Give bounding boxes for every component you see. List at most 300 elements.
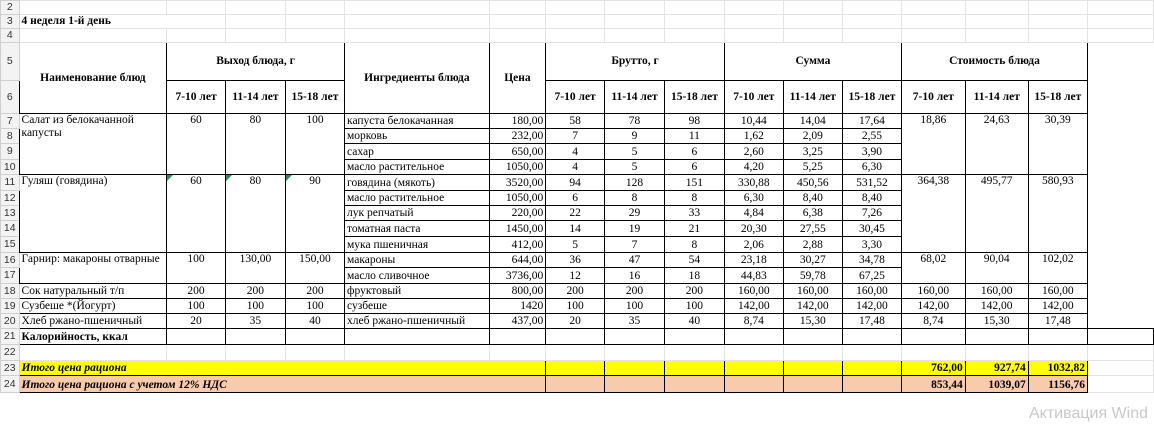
sum-value[interactable]: 6,38	[783, 206, 842, 221]
empty-cell[interactable]	[225, 15, 285, 29]
ingredient-price[interactable]: 412,00	[489, 237, 546, 253]
empty-cell[interactable]	[783, 15, 842, 29]
dish-cost[interactable]: 495,77	[965, 175, 1028, 253]
header-age[interactable]: 11-14 лет	[965, 81, 1028, 114]
dish-output[interactable]: 40	[285, 314, 344, 329]
row-number[interactable]: 21	[1, 329, 20, 345]
sum-value[interactable]: 3,25	[783, 144, 842, 160]
empty-cell[interactable]	[605, 329, 665, 345]
sum-value[interactable]: 2,06	[724, 237, 783, 253]
brutto-value[interactable]: 19	[605, 221, 665, 237]
row-number[interactable]: 17	[1, 268, 20, 284]
sum-value[interactable]: 2,55	[842, 129, 901, 144]
dish-cost[interactable]: 142,00	[965, 299, 1028, 314]
ingredient-price[interactable]: 180,00	[489, 114, 546, 129]
sum-value[interactable]: 142,00	[724, 299, 783, 314]
ingredient-price[interactable]: 437,00	[489, 314, 546, 329]
header-price[interactable]: Цена	[489, 43, 546, 114]
brutto-value[interactable]: 21	[664, 221, 724, 237]
empty-cell[interactable]	[1028, 29, 1087, 43]
empty-cell[interactable]	[285, 329, 344, 345]
empty-cell[interactable]	[1087, 1, 1153, 15]
header-age[interactable]: 15-18 лет	[1028, 81, 1087, 114]
ingredient-price[interactable]: 232,00	[489, 129, 546, 144]
sum-value[interactable]: 4,84	[724, 206, 783, 221]
empty-cell[interactable]	[842, 376, 901, 393]
empty-cell[interactable]	[664, 15, 724, 29]
sum-value[interactable]: 8,40	[842, 191, 901, 206]
empty-cell[interactable]	[902, 1, 966, 15]
ingredient-name[interactable]: сузбеше	[345, 299, 490, 314]
brutto-value[interactable]: 16	[605, 268, 665, 284]
dish-name[interactable]: Хлеб ржано-пшеничный	[19, 314, 167, 329]
dish-output[interactable]: 80	[225, 175, 285, 253]
dish-cost[interactable]: 17,48	[1028, 314, 1087, 329]
dish-output[interactable]: 100	[167, 299, 226, 314]
empty-cell[interactable]	[167, 29, 226, 43]
empty-cell[interactable]	[902, 345, 966, 361]
row-number[interactable]: 13	[1, 206, 20, 221]
empty-cell[interactable]	[285, 345, 344, 361]
empty-cell[interactable]	[167, 329, 226, 345]
empty-cell[interactable]	[1087, 29, 1153, 43]
dish-name[interactable]: Сузбеше *(Йогурт)	[19, 299, 167, 314]
brutto-value[interactable]: 58	[546, 114, 605, 129]
empty-cell[interactable]	[546, 329, 605, 345]
empty-cell[interactable]	[285, 1, 344, 15]
total_vat-value[interactable]: 1039,07	[965, 376, 1028, 393]
sum-value[interactable]: 160,00	[842, 284, 901, 299]
row-number[interactable]: 9	[1, 144, 20, 160]
row-number[interactable]: 16	[1, 253, 20, 268]
empty-cell[interactable]	[546, 1, 605, 15]
sum-value[interactable]: 2,09	[783, 129, 842, 144]
sum-value[interactable]: 6,30	[842, 160, 901, 175]
empty-cell[interactable]	[1087, 15, 1153, 29]
empty-cell[interactable]	[664, 376, 724, 393]
brutto-value[interactable]: 7	[605, 237, 665, 253]
empty-cell[interactable]	[965, 29, 1028, 43]
empty-cell[interactable]	[724, 1, 783, 15]
sum-value[interactable]: 10,44	[724, 114, 783, 129]
empty-cell[interactable]	[724, 376, 783, 393]
ingredient-name[interactable]: макароны	[345, 253, 490, 268]
empty-cell[interactable]	[546, 376, 605, 393]
empty-cell[interactable]	[842, 329, 901, 345]
ingredient-name[interactable]: хлеб ржано-пшеничный	[345, 314, 490, 329]
ingredient-price[interactable]: 1420	[489, 299, 546, 314]
header-age[interactable]: 15-18 лет	[664, 81, 724, 114]
empty-cell[interactable]	[1087, 376, 1153, 393]
sum-value[interactable]: 27,55	[783, 221, 842, 237]
empty-cell[interactable]	[345, 29, 490, 43]
header-age[interactable]: 7-10 лет	[546, 81, 605, 114]
brutto-value[interactable]: 100	[546, 299, 605, 314]
brutto-value[interactable]: 18	[664, 268, 724, 284]
empty-cell[interactable]	[489, 29, 546, 43]
empty-cell[interactable]	[489, 1, 546, 15]
row-number[interactable]: 23	[1, 361, 20, 376]
sum-value[interactable]: 8,40	[783, 191, 842, 206]
sum-value[interactable]: 59,78	[783, 268, 842, 284]
dish-name[interactable]: Сок натуральный т/п	[19, 284, 167, 299]
row-number[interactable]: 19	[1, 299, 20, 314]
empty-cell[interactable]	[546, 15, 605, 29]
ingredient-name[interactable]: сахар	[345, 144, 490, 160]
header-dish-name[interactable]: Наименование блюд	[19, 43, 167, 114]
empty-cell[interactable]	[724, 15, 783, 29]
row-number[interactable]: 3	[1, 15, 20, 29]
calories-label[interactable]: Калорийность, ккал	[19, 329, 167, 345]
ingredient-price[interactable]: 220,00	[489, 206, 546, 221]
dish-cost[interactable]: 580,93	[1028, 175, 1087, 253]
dish-name[interactable]: Гуляш (говядина)	[19, 175, 167, 253]
row-number[interactable]: 10	[1, 160, 20, 175]
dish-cost[interactable]: 160,00	[902, 284, 966, 299]
sum-value[interactable]: 4,20	[724, 160, 783, 175]
brutto-value[interactable]: 54	[664, 253, 724, 268]
empty-cell[interactable]	[605, 1, 665, 15]
empty-cell[interactable]	[285, 15, 344, 29]
empty-cell[interactable]	[783, 376, 842, 393]
empty-cell[interactable]	[842, 1, 901, 15]
sum-value[interactable]: 2,60	[724, 144, 783, 160]
brutto-value[interactable]: 29	[605, 206, 665, 221]
empty-cell[interactable]	[167, 345, 226, 361]
dish-output[interactable]: 200	[285, 284, 344, 299]
brutto-value[interactable]: 8	[664, 191, 724, 206]
empty-cell[interactable]	[842, 361, 901, 376]
header-age[interactable]: 11-14 лет	[225, 81, 285, 114]
ingredient-name[interactable]: говядина (мякоть)	[345, 175, 490, 191]
dish-cost[interactable]: 68,02	[902, 253, 966, 284]
total-value[interactable]: 1032,82	[1028, 361, 1087, 376]
brutto-value[interactable]: 33	[664, 206, 724, 221]
sum-value[interactable]: 160,00	[724, 284, 783, 299]
header-age[interactable]: 7-10 лет	[902, 81, 966, 114]
sum-value[interactable]: 34,78	[842, 253, 901, 268]
empty-cell[interactable]	[724, 361, 783, 376]
sum-value[interactable]: 23,18	[724, 253, 783, 268]
brutto-value[interactable]: 200	[605, 284, 665, 299]
sum-value[interactable]: 142,00	[842, 299, 901, 314]
empty-cell[interactable]	[489, 15, 546, 29]
empty-cell[interactable]	[902, 329, 966, 345]
brutto-value[interactable]: 22	[546, 206, 605, 221]
dish-output[interactable]: 200	[225, 284, 285, 299]
header-age[interactable]: 11-14 лет	[783, 81, 842, 114]
empty-cell[interactable]	[1087, 345, 1153, 361]
brutto-value[interactable]: 40	[664, 314, 724, 329]
ingredient-name[interactable]: масло растительное	[345, 191, 490, 206]
header-sum[interactable]: Сумма	[724, 43, 901, 81]
sum-value[interactable]: 8,74	[724, 314, 783, 329]
row-number[interactable]: 7	[1, 114, 20, 129]
sum-value[interactable]: 531,52	[842, 175, 901, 191]
row-number[interactable]: 11	[1, 175, 20, 191]
row-number[interactable]: 22	[1, 345, 20, 361]
header-age[interactable]: 15-18 лет	[842, 81, 901, 114]
header-brutto[interactable]: Брутто, г	[546, 43, 725, 81]
total-value[interactable]: 927,74	[965, 361, 1028, 376]
ingredient-price[interactable]: 1450,00	[489, 221, 546, 237]
sum-value[interactable]: 2,88	[783, 237, 842, 253]
dish-output[interactable]: 100	[285, 114, 344, 175]
empty-cell[interactable]	[724, 345, 783, 361]
empty-cell[interactable]	[965, 329, 1028, 345]
dish-output[interactable]: 100	[285, 299, 344, 314]
brutto-value[interactable]: 200	[664, 284, 724, 299]
dish-output[interactable]: 60	[167, 114, 226, 175]
sum-value[interactable]: 67,25	[842, 268, 901, 284]
sum-value[interactable]: 450,56	[783, 175, 842, 191]
empty-cell[interactable]	[489, 345, 546, 361]
dish-output[interactable]: 200	[167, 284, 226, 299]
empty-cell[interactable]	[1028, 329, 1087, 345]
ingredient-name[interactable]: капуста белокачанная	[345, 114, 490, 129]
empty-cell[interactable]	[902, 15, 966, 29]
header-ingredients[interactable]: Ингредиенты блюда	[345, 43, 490, 114]
brutto-value[interactable]: 128	[605, 175, 665, 191]
dish-cost[interactable]: 30,39	[1028, 114, 1087, 175]
empty-cell[interactable]	[664, 329, 724, 345]
empty-cell[interactable]	[1028, 345, 1087, 361]
brutto-value[interactable]: 14	[546, 221, 605, 237]
empty-cell[interactable]	[167, 1, 226, 15]
brutto-value[interactable]: 6	[664, 160, 724, 175]
header-age[interactable]: 7-10 лет	[167, 81, 226, 114]
empty-cell[interactable]	[489, 329, 546, 345]
empty-cell[interactable]	[345, 329, 490, 345]
header-age[interactable]: 11-14 лет	[605, 81, 665, 114]
header-output[interactable]: Выход блюда, г	[167, 43, 345, 81]
sum-value[interactable]: 6,30	[724, 191, 783, 206]
empty-cell[interactable]	[724, 329, 783, 345]
ingredient-price[interactable]: 644,00	[489, 253, 546, 268]
sum-value[interactable]: 14,04	[783, 114, 842, 129]
row-number[interactable]: 2	[1, 1, 20, 15]
sum-value[interactable]: 142,00	[783, 299, 842, 314]
empty-cell[interactable]	[965, 1, 1028, 15]
brutto-value[interactable]: 8	[664, 237, 724, 253]
dish-cost[interactable]: 142,00	[902, 299, 966, 314]
brutto-value[interactable]: 35	[605, 314, 665, 329]
brutto-value[interactable]: 36	[546, 253, 605, 268]
dish-output[interactable]: 150,00	[285, 253, 344, 284]
empty-cell[interactable]	[902, 29, 966, 43]
ingredient-name[interactable]: масло сливочное	[345, 268, 490, 284]
brutto-value[interactable]: 8	[605, 191, 665, 206]
empty-cell[interactable]	[783, 1, 842, 15]
brutto-value[interactable]: 7	[546, 129, 605, 144]
empty-cell[interactable]	[783, 29, 842, 43]
dish-output[interactable]: 20	[167, 314, 226, 329]
header-age[interactable]: 15-18 лет	[285, 81, 344, 114]
brutto-value[interactable]: 5	[546, 237, 605, 253]
ingredient-name[interactable]: лук репчатый	[345, 206, 490, 221]
brutto-value[interactable]: 100	[605, 299, 665, 314]
dish-cost[interactable]: 18,86	[902, 114, 966, 175]
empty-cell[interactable]	[1087, 329, 1153, 345]
empty-cell[interactable]	[225, 1, 285, 15]
ingredient-price[interactable]: 1050,00	[489, 191, 546, 206]
dish-output[interactable]: 90	[285, 175, 344, 253]
brutto-value[interactable]: 5	[605, 160, 665, 175]
brutto-value[interactable]: 9	[605, 129, 665, 144]
empty-cell[interactable]	[783, 345, 842, 361]
dish-output[interactable]: 130,00	[225, 253, 285, 284]
empty-cell[interactable]	[285, 29, 344, 43]
empty-cell[interactable]	[225, 329, 285, 345]
row-number[interactable]: 15	[1, 237, 20, 253]
ingredient-name[interactable]: морковь	[345, 129, 490, 144]
total-value[interactable]: 762,00	[902, 361, 966, 376]
dish-cost[interactable]: 15,30	[965, 314, 1028, 329]
dish-cost[interactable]: 90,04	[965, 253, 1028, 284]
ingredient-name[interactable]: фруктовый	[345, 284, 490, 299]
empty-cell[interactable]	[19, 1, 167, 15]
brutto-value[interactable]: 12	[546, 268, 605, 284]
brutto-value[interactable]: 20	[546, 314, 605, 329]
empty-cell[interactable]	[1028, 15, 1087, 29]
dish-cost[interactable]: 160,00	[1028, 284, 1087, 299]
empty-cell[interactable]	[664, 345, 724, 361]
empty-cell[interactable]	[842, 345, 901, 361]
brutto-value[interactable]: 4	[546, 160, 605, 175]
row-number[interactable]: 12	[1, 191, 20, 206]
dish-name[interactable]: Салат из белокачанной капусты	[19, 114, 167, 175]
ingredient-price[interactable]: 3736,00	[489, 268, 546, 284]
brutto-value[interactable]: 6	[664, 144, 724, 160]
sum-value[interactable]: 330,88	[724, 175, 783, 191]
ingredient-name[interactable]: томатная паста	[345, 221, 490, 237]
sheet-row	[1, 29, 1154, 43]
brutto-value[interactable]: 100	[664, 299, 724, 314]
empty-cell[interactable]	[783, 329, 842, 345]
row-number[interactable]: 20	[1, 314, 20, 329]
empty-cell[interactable]	[345, 1, 490, 15]
brutto-value[interactable]: 47	[605, 253, 665, 268]
empty-cell[interactable]	[724, 29, 783, 43]
sum-value[interactable]: 1,62	[724, 129, 783, 144]
row-number[interactable]: 6	[1, 81, 20, 114]
sum-value[interactable]: 160,00	[783, 284, 842, 299]
brutto-value[interactable]: 98	[664, 114, 724, 129]
dish-cost[interactable]: 24,63	[965, 114, 1028, 175]
empty-cell[interactable]	[605, 29, 665, 43]
brutto-value[interactable]: 78	[605, 114, 665, 129]
ingredient-price[interactable]: 3520,00	[489, 175, 546, 191]
row-number[interactable]: 18	[1, 284, 20, 299]
dish-output[interactable]: 80	[225, 114, 285, 175]
sum-value[interactable]: 3,90	[842, 144, 901, 160]
empty-cell[interactable]	[664, 1, 724, 15]
empty-cell[interactable]	[1087, 361, 1153, 376]
row-number[interactable]: 5	[1, 43, 20, 81]
empty-cell[interactable]	[546, 361, 605, 376]
sum-value[interactable]: 20,30	[724, 221, 783, 237]
brutto-value[interactable]: 200	[546, 284, 605, 299]
sheet-row	[1, 81, 1154, 114]
row-number[interactable]: 24	[1, 376, 20, 393]
ingredient-price[interactable]: 1050,00	[489, 160, 546, 175]
empty-cell[interactable]	[842, 29, 901, 43]
empty-cell[interactable]	[1028, 1, 1087, 15]
empty-cell[interactable]	[965, 15, 1028, 29]
empty-cell[interactable]	[546, 345, 605, 361]
ingredient-name[interactable]: мука пшеничная	[345, 237, 490, 253]
empty-cell[interactable]	[605, 15, 665, 29]
empty-cell[interactable]	[225, 29, 285, 43]
sheet-title[interactable]: 4 неделя 1-й день	[19, 15, 225, 29]
empty-cell[interactable]	[664, 29, 724, 43]
ingredient-price[interactable]: 650,00	[489, 144, 546, 160]
dish-cost[interactable]: 160,00	[965, 284, 1028, 299]
dish-name[interactable]: Гарнир: макароны отварные	[19, 253, 167, 284]
empty-cell[interactable]	[965, 345, 1028, 361]
sum-value[interactable]: 7,26	[842, 206, 901, 221]
empty-cell[interactable]	[225, 345, 285, 361]
brutto-value[interactable]: 151	[664, 175, 724, 191]
ingredient-price[interactable]: 800,00	[489, 284, 546, 299]
empty-cell[interactable]	[842, 15, 901, 29]
sheet-row	[1, 284, 1154, 299]
ingredient-name[interactable]: масло растительное	[345, 160, 490, 175]
dish-cost[interactable]: 142,00	[1028, 299, 1087, 314]
empty-cell[interactable]	[19, 345, 167, 361]
brutto-value[interactable]: 5	[605, 144, 665, 160]
total_vat-value[interactable]: 1156,76	[1028, 376, 1087, 393]
empty-cell[interactable]	[345, 345, 490, 361]
sum-value[interactable]: 30,27	[783, 253, 842, 268]
dish-output[interactable]: 100	[225, 299, 285, 314]
sum-value[interactable]: 44,83	[724, 268, 783, 284]
total_vat-value[interactable]: 853,44	[902, 376, 966, 393]
empty-cell[interactable]	[605, 376, 665, 393]
sum-value[interactable]: 5,25	[783, 160, 842, 175]
brutto-value[interactable]: 4	[546, 144, 605, 160]
dish-output[interactable]: 60	[167, 175, 226, 253]
header-age[interactable]: 7-10 лет	[724, 81, 783, 114]
sum-value[interactable]: 30,45	[842, 221, 901, 237]
sum-value[interactable]: 15,30	[783, 314, 842, 329]
sum-value[interactable]: 17,64	[842, 114, 901, 129]
row-number[interactable]: 4	[1, 29, 20, 43]
dish-cost[interactable]: 102,02	[1028, 253, 1087, 284]
empty-cell[interactable]	[605, 345, 665, 361]
empty-cell[interactable]	[783, 361, 842, 376]
total-label[interactable]: Итого цена рациона	[19, 361, 546, 376]
brutto-value[interactable]: 11	[664, 129, 724, 144]
empty-cell[interactable]	[345, 15, 490, 29]
sum-value[interactable]: 3,30	[842, 237, 901, 253]
dish-output[interactable]: 35	[225, 314, 285, 329]
empty-cell[interactable]	[605, 361, 665, 376]
brutto-value[interactable]: 6	[546, 191, 605, 206]
brutto-value[interactable]: 94	[546, 175, 605, 191]
empty-cell[interactable]	[19, 29, 167, 43]
empty-cell[interactable]	[546, 29, 605, 43]
dish-cost[interactable]: 8,74	[902, 314, 966, 329]
dish-cost[interactable]: 364,38	[902, 175, 966, 253]
sum-value[interactable]: 17,48	[842, 314, 901, 329]
row-number[interactable]: 8	[1, 129, 20, 144]
row-number[interactable]: 14	[1, 221, 20, 237]
dish-output[interactable]: 100	[167, 253, 226, 284]
empty-cell[interactable]	[664, 361, 724, 376]
header-cost[interactable]: Стоимость блюда	[902, 43, 1088, 81]
total_vat-label[interactable]: Итого цена рациона с учетом 12% НДС	[19, 376, 546, 393]
